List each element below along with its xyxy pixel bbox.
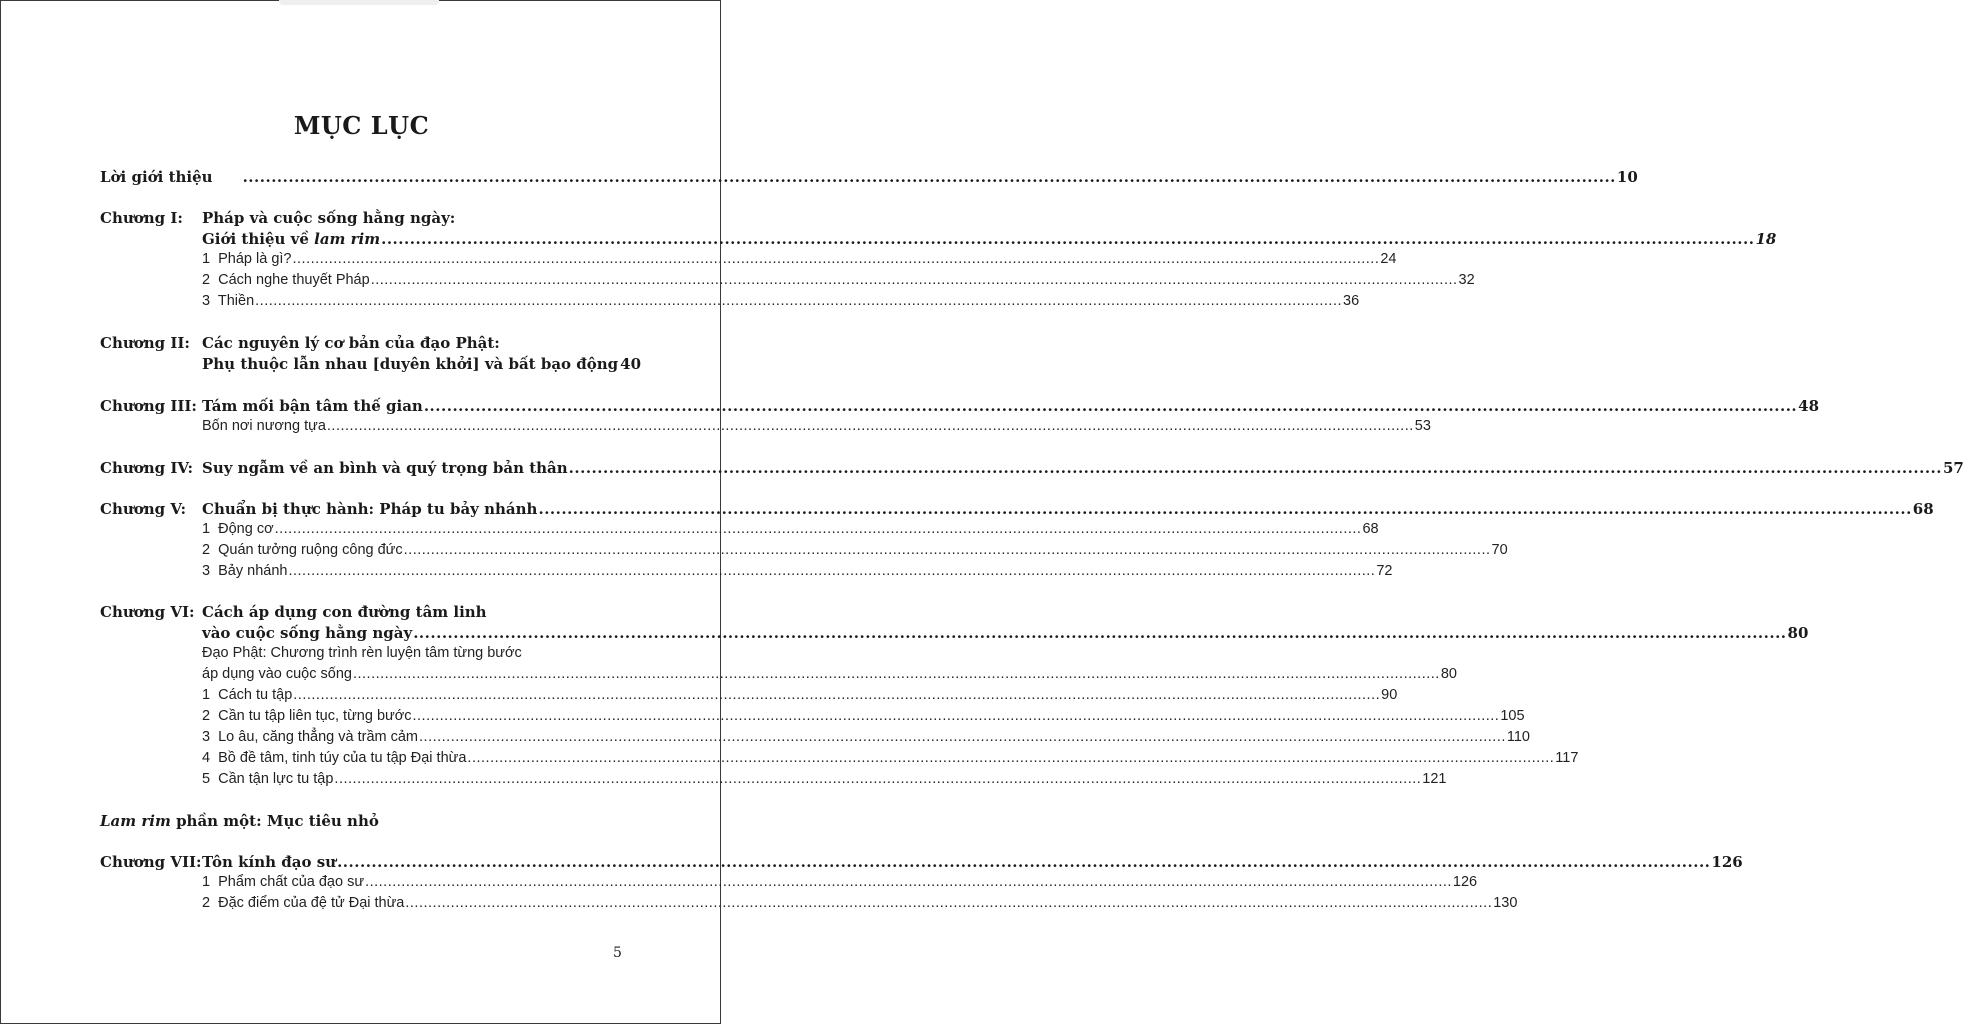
leader-dots <box>538 500 1911 518</box>
chapter-1-page: 18 <box>1755 230 1777 248</box>
section-page: 70 <box>1491 542 1508 558</box>
leader-dots <box>412 708 1499 724</box>
toc-entry[interactable] <box>202 729 1530 745</box>
chapter-6-subheading-line2: áp dụng vào cuộc sống <box>202 666 352 682</box>
leader-dots <box>371 272 1458 288</box>
chapter-1-label: Chương I: <box>100 209 183 227</box>
section-text: 5 Cần tận lực tu tập <box>202 771 334 787</box>
section-text: 3 Lo âu, căng thẳng và trầm cảm <box>202 729 419 745</box>
toc-entry-chapter-2[interactable] <box>202 355 642 373</box>
section-text: 3 Bảy nhánh <box>202 563 288 579</box>
chapter-1-heading-italic: lam rim <box>314 230 381 248</box>
section-text: 3 Thiền <box>202 293 255 309</box>
section-text: 2 Quán tưởng ruộng công đức <box>202 542 403 558</box>
intro-page: 10 <box>1616 168 1638 186</box>
leader-dots <box>365 874 1452 890</box>
leader-dots <box>405 895 1492 911</box>
chapter-1-heading-line1: Pháp và cuộc sống hằng ngày: <box>202 209 456 227</box>
chapter-3-label: Chương III: <box>100 397 197 415</box>
chapter-2-heading-line1: Các nguyên lý cơ bản của đạo Phật: <box>202 334 500 352</box>
section-page: 36 <box>1343 293 1360 309</box>
part-heading <box>100 812 379 830</box>
section-page: 24 <box>1380 251 1397 267</box>
leader-dots <box>275 521 1362 537</box>
section-page: 126 <box>1452 874 1478 890</box>
chapter-5-label: Chương V: <box>100 500 187 518</box>
chapter-4-heading: Suy ngẫm về an bình và quý trọng bản thân <box>202 459 568 477</box>
toc-entry[interactable] <box>202 666 1457 682</box>
chapter-6-subheading-line1: Đạo Phật: Chương trình rèn luyện tâm từng bước <box>202 645 522 661</box>
page-number: 5 <box>613 945 622 961</box>
leader-dots <box>334 771 1421 787</box>
section-page: 53 <box>1414 418 1431 434</box>
chapter-7-heading: Tôn kính đạo sư <box>202 853 337 871</box>
part-heading-italic: Lam rim <box>100 812 171 830</box>
section-page: 121 <box>1422 771 1447 787</box>
section-page: 68 <box>1362 521 1379 537</box>
toc-entry[interactable] <box>202 708 1525 724</box>
leader-dots <box>243 168 1616 186</box>
leader-dots <box>293 251 1380 267</box>
toc-entry-intro[interactable] <box>100 168 1638 186</box>
chapter-2-heading-line2: Phụ thuộc lẫn nhau [duyên khởi] và bất bạo động <box>202 355 619 373</box>
leader-dots <box>293 687 1380 703</box>
toc-entry-chapter-7[interactable] <box>202 853 1743 871</box>
chapter-3-page: 48 <box>1798 397 1820 415</box>
section-page: 130 <box>1493 895 1518 911</box>
toc-entry[interactable] <box>202 771 1447 787</box>
section-page: 117 <box>1555 750 1579 766</box>
chapter-6-page: 80 <box>1787 624 1809 642</box>
toc-entry[interactable] <box>202 563 1393 579</box>
chapter-6-heading-line1: Cách áp dụng con đường tâm linh <box>202 603 487 621</box>
chapter-7-page: 126 <box>1711 853 1743 871</box>
leader-dots <box>255 293 1342 309</box>
toc-entry[interactable] <box>202 750 1579 766</box>
chapter-1-heading-prefix: Giới thiệu về <box>202 230 315 248</box>
toc-entry[interactable] <box>202 418 1431 434</box>
leader-dots <box>327 418 1414 434</box>
chapter-2-label: Chương II: <box>100 334 190 352</box>
section-text: 1 Cách tu tập <box>202 687 293 703</box>
part-heading-rest: phần một: Mục tiêu nhỏ <box>170 812 379 830</box>
toc-entry[interactable] <box>202 687 1398 703</box>
chapter-3-heading: Tám mối bận tâm thế gian <box>202 397 423 415</box>
toc-entry-chapter-3[interactable] <box>202 397 1820 415</box>
leader-dots <box>569 459 1942 477</box>
section-page: 80 <box>1440 666 1457 682</box>
leader-dots <box>288 563 1375 579</box>
section-page: 72 <box>1376 563 1393 579</box>
section-text: 1 Pháp là gì? <box>202 251 292 267</box>
chapter-5-page: 68 <box>1912 500 1934 518</box>
leader-dots <box>337 853 1710 871</box>
leader-dots <box>424 397 1797 415</box>
chapter-2-page: 40 <box>620 355 642 373</box>
page-top-tab <box>279 0 439 5</box>
section-page: 32 <box>1458 272 1475 288</box>
section-page: 110 <box>1506 729 1530 745</box>
chapter-5-heading: Chuẩn bị thực hành: Pháp tu bảy nhánh <box>202 500 538 518</box>
toc-entry[interactable] <box>202 874 1478 890</box>
toc-entry[interactable] <box>202 293 1360 309</box>
leader-dots <box>413 624 1786 642</box>
toc-entry[interactable] <box>202 542 1508 558</box>
leader-dots <box>467 750 1554 766</box>
toc-entry[interactable] <box>202 251 1397 267</box>
toc-title: MỤC LỤC <box>293 111 430 140</box>
toc-entry-chapter-1[interactable] <box>202 230 1777 248</box>
leader-dots <box>404 542 1491 558</box>
chapter-4-label: Chương IV: <box>100 459 194 477</box>
section-text: Bốn nơi nương tựa <box>202 418 326 434</box>
toc-entry[interactable] <box>202 272 1475 288</box>
section-text: 2 Cần tu tập liên tục, từng bước <box>202 708 412 724</box>
chapter-6-label: Chương VI: <box>100 603 195 621</box>
section-text: 1 Phẩm chất của đạo sư <box>202 874 365 890</box>
toc-entry[interactable] <box>202 895 1518 911</box>
section-page: 90 <box>1381 687 1398 703</box>
section-text: 1 Động cơ <box>202 521 274 537</box>
intro-label: Lời giới thiệu <box>100 168 213 186</box>
chapter-7-label: Chương VII: <box>100 853 202 871</box>
section-text: 2 Cách nghe thuyết Pháp <box>202 272 370 288</box>
section-page: 105 <box>1500 708 1525 724</box>
toc-entry-chapter-5[interactable] <box>202 500 1934 518</box>
section-text: 4 Bồ đề tâm, tinh túy của tu tập Đại thừa <box>202 750 467 766</box>
leader-dots <box>419 729 1506 745</box>
chapter-6-heading-line2: vào cuộc sống hằng ngày <box>202 624 413 642</box>
section-text: 2 Đặc điểm của đệ tử Đại thừa <box>202 895 405 911</box>
toc-entry-chapter-6[interactable] <box>202 624 1809 642</box>
leader-dots <box>381 230 1754 248</box>
toc-entry-chapter-4[interactable] <box>202 459 1964 477</box>
toc-entry[interactable] <box>202 521 1379 537</box>
chapter-4-page: 57 <box>1943 459 1964 477</box>
leader-dots <box>353 666 1440 682</box>
